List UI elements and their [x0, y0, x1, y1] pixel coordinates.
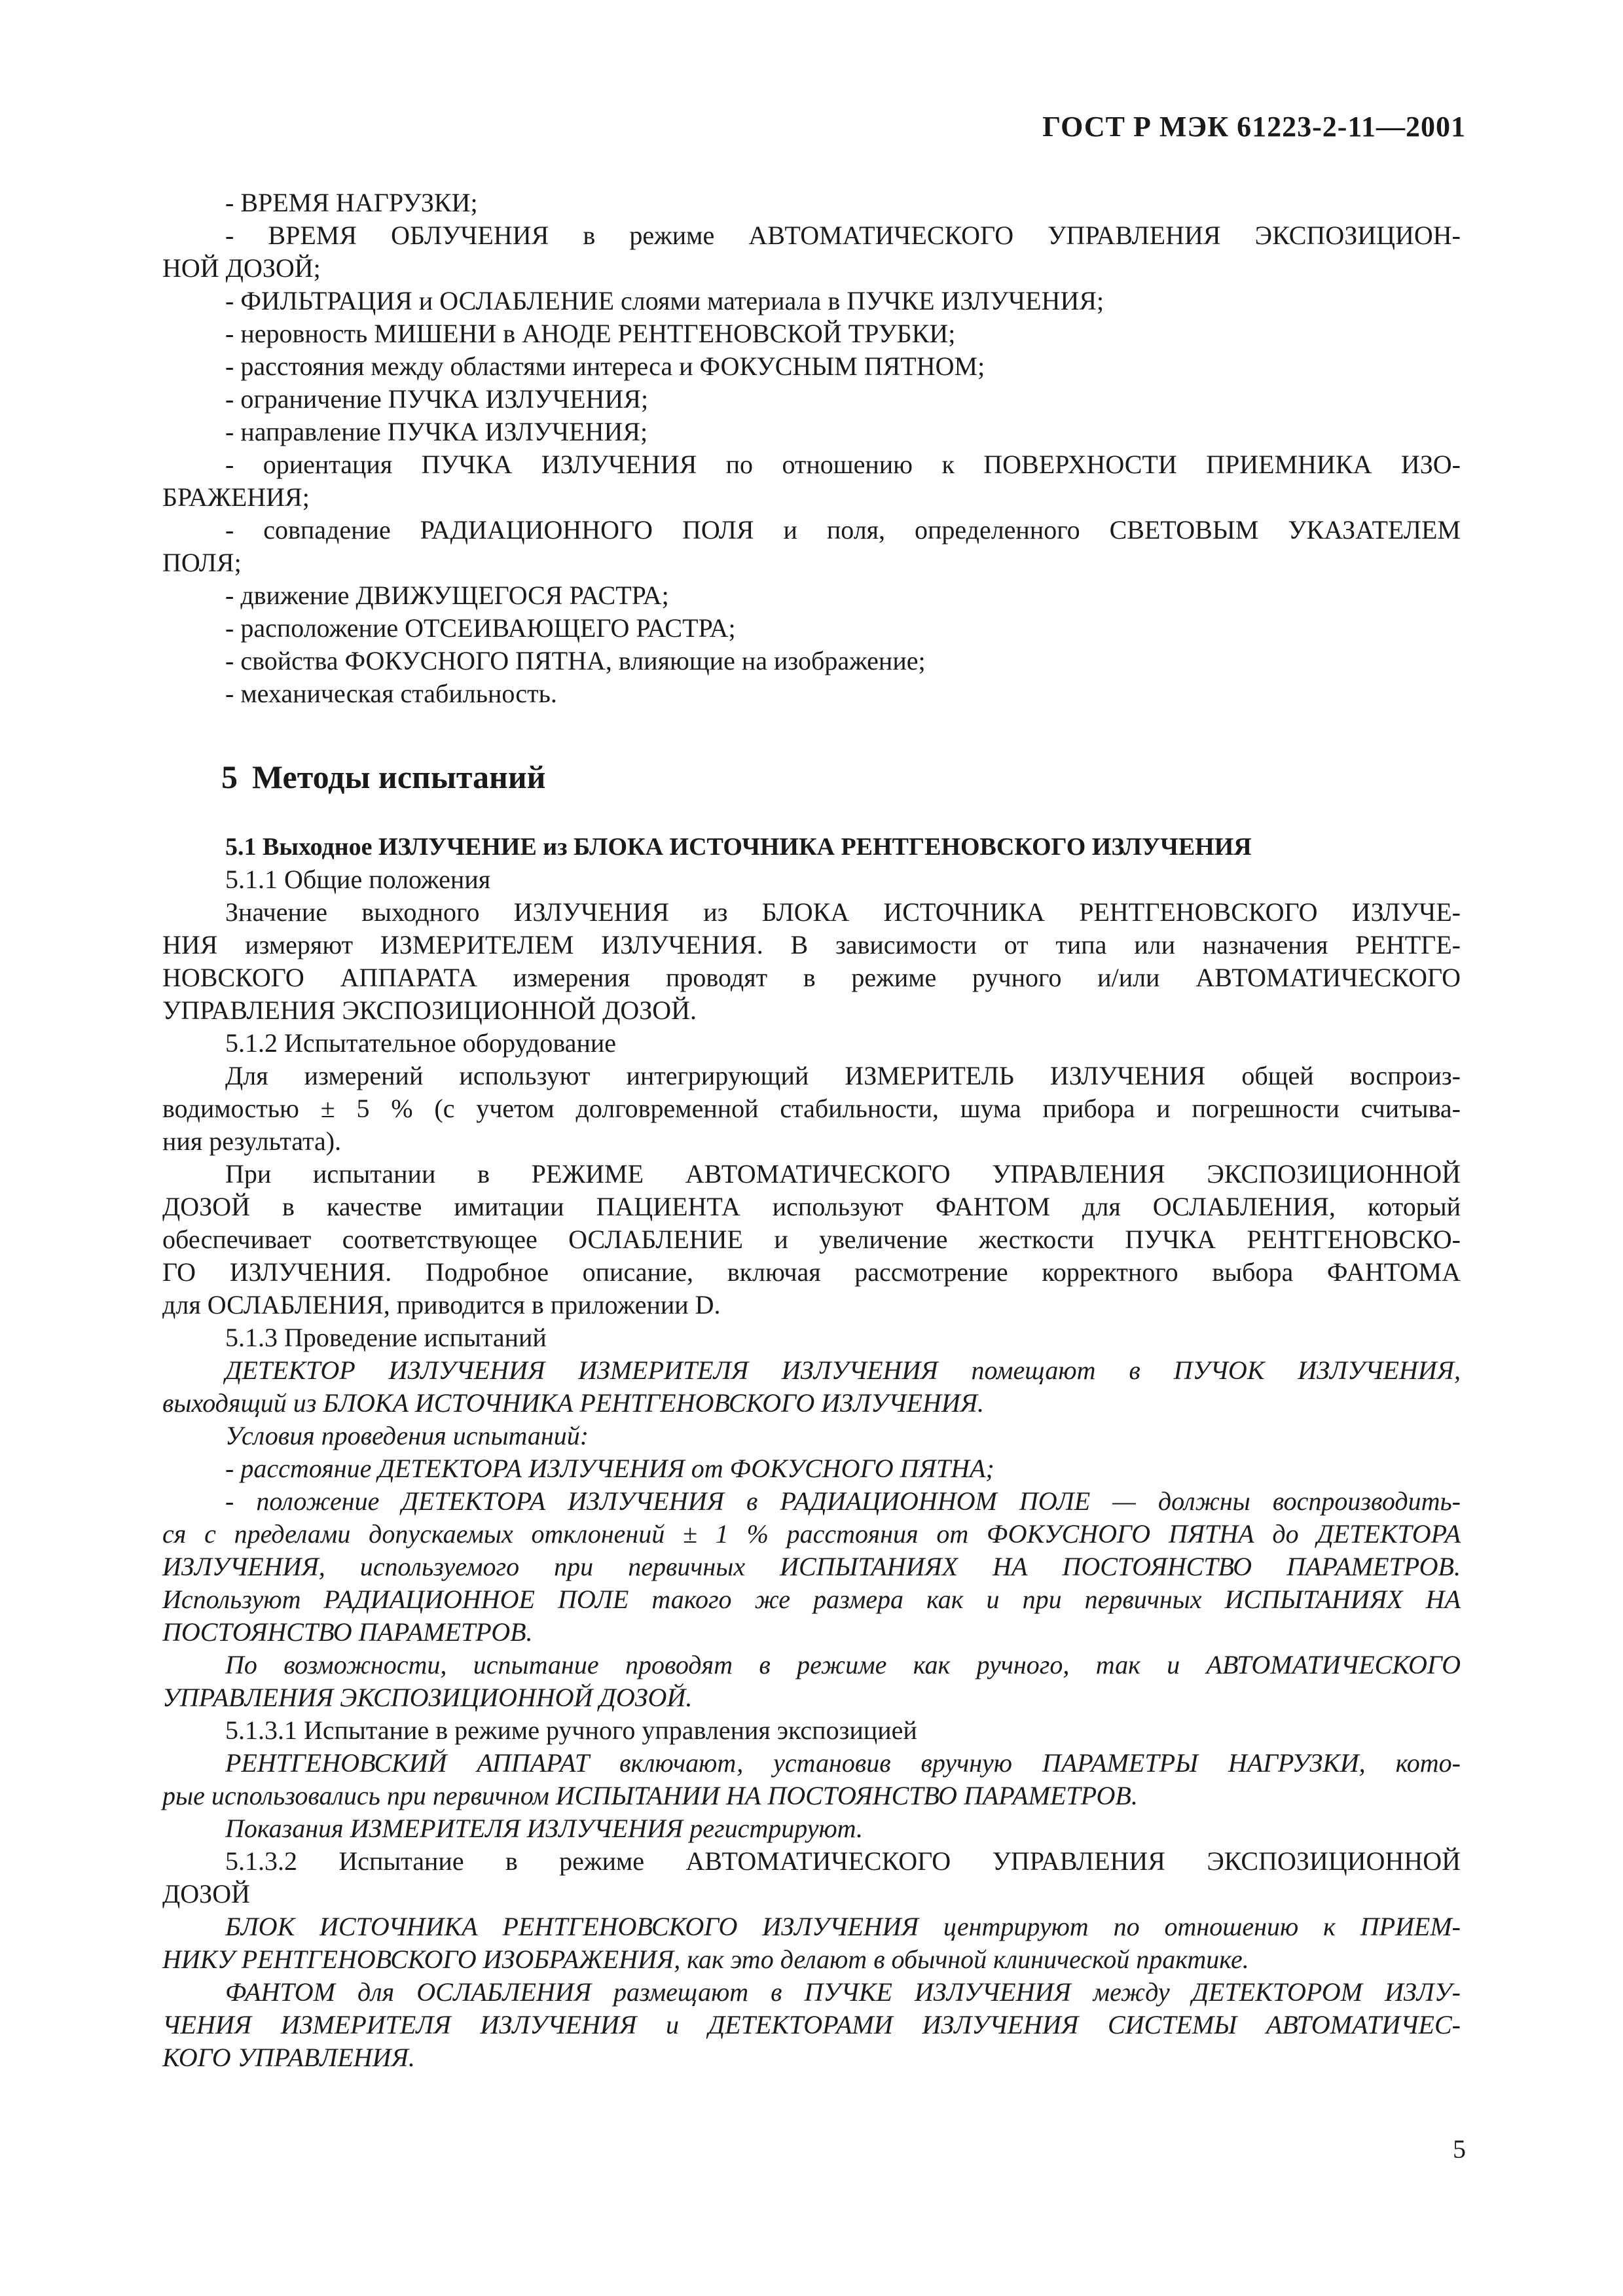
italic-paragraph	[162, 1649, 1461, 1714]
italic-paragraph	[162, 1485, 1461, 1649]
paragraph-line: НИЯ измеряют ИЗМЕРИТЕЛЕМ ИЗЛУЧЕНИЯ. В зависимости от типа или назначения РЕНТГЕ-	[162, 930, 1461, 960]
list-item-line: - неровность МИШЕНИ в АНОДЕ РЕНТГЕНОВСКОЙ ТРУБКИ;	[225, 319, 956, 348]
paragraph-line: 5.1.3 Проведение испытаний	[225, 1323, 547, 1352]
list-item-line: - движение ДВИЖУЩЕГОСЯ РАСТРА;	[225, 581, 669, 610]
paragraph-line: При испытании в РЕЖИМЕ АВТОМАТИЧЕСКОГО УПРАВЛЕНИЯ ЭКСПОЗИЦИОННОЙ	[225, 1159, 1461, 1189]
italic-paragraph	[162, 1354, 1461, 1420]
paragraph	[162, 1060, 1461, 1158]
subsection-heading: 5.1 Выходное ИЗЛУЧЕНИЕ из БЛОКА ИСТОЧНИКА РЕНТГЕНОВСКОГО ИЗЛУЧЕНИЯ	[225, 833, 1252, 861]
paragraph-line: ПОСТОЯНСТВО ПАРАМЕТРОВ.	[162, 1617, 533, 1647]
paragraph-line: УПРАВЛЕНИЯ ЭКСПОЗИЦИОННОЙ ДОЗОЙ.	[162, 996, 697, 1025]
document-id-header: ГОСТ Р МЭК 61223-2-11—2001	[1042, 111, 1466, 143]
paragraph-line: 5.1.2 Испытательное оборудование	[225, 1028, 617, 1058]
list-item	[162, 383, 1461, 416]
paragraph-line: Значение выходного ИЗЛУЧЕНИЯ из БЛОКА ИСТОЧНИКА РЕНТГЕНОВСКОГО ИЗЛУЧЕ-	[225, 897, 1461, 927]
paragraph-line: УПРАВЛЕНИЯ ЭКСПОЗИЦИОННОЙ ДОЗОЙ.	[162, 1683, 693, 1712]
list-item-line: - ВРЕМЯ ОБЛУЧЕНИЯ в режиме АВТОМАТИЧЕСКОГО УПРАВЛЕНИЯ ЭКСПОЗИЦИОН-	[225, 221, 1461, 250]
paragraph-line: ния результата).	[162, 1126, 342, 1156]
list-item	[162, 219, 1461, 285]
paragraph	[162, 896, 1461, 1027]
list-item-line: ПОЛЯ;	[162, 548, 242, 577]
list-item	[162, 350, 1461, 383]
italic-paragraph	[162, 1976, 1461, 2074]
paragraph-line: - положение ДЕТЕКТОРА ИЗЛУЧЕНИЯ в РАДИАЦИОННОМ ПОЛЕ — должны воспроизводить-	[225, 1486, 1461, 1516]
list-item-line: - направление ПУЧКА ИЗЛУЧЕНИЯ;	[225, 417, 648, 446]
paragraph-line: Используют РАДИАЦИОННОЕ ПОЛЕ такого же размера как и при первичных ИСПЫТАНИЯХ НА	[162, 1585, 1461, 1614]
paragraph-line: ФАНТОМ для ОСЛАБЛЕНИЯ размещают в ПУЧКЕ ИЗЛУЧЕНИЯ между ДЕТЕКТОРОМ ИЗЛУ-	[225, 1977, 1461, 2007]
list-item	[162, 187, 1461, 219]
list-item	[162, 677, 1461, 710]
paragraph-line: ДОЗОЙ	[162, 1879, 250, 1909]
paragraph-line: Условия проведения испытаний:	[225, 1421, 589, 1450]
paragraph-line: Показания ИЗМЕРИТЕЛЯ ИЗЛУЧЕНИЯ регистрируют.	[225, 1814, 864, 1843]
paragraph-line: РЕНТГЕНОВСКИЙ АППАРАТ включают, установив вручную ПАРАМЕТРЫ НАГРУЗКИ, кото-	[225, 1748, 1461, 1778]
list-item-line: - совпадение РАДИАЦИОННОГО ПОЛЯ и поля, определенного СВЕТОВЫМ УКАЗАТЕЛЕМ	[225, 515, 1461, 545]
paragraph	[162, 1321, 1461, 1354]
list-item-line: - расстояния между областями интереса и ФОКУСНЫМ ПЯТНОМ;	[225, 351, 985, 381]
list-item	[162, 612, 1461, 645]
paragraph-line: - расстояние ДЕТЕКТОРА ИЗЛУЧЕНИЯ от ФОКУСНОГО ПЯТНА;	[225, 1454, 994, 1483]
list-item-line: - ВРЕМЯ НАГРУЗКИ;	[225, 188, 478, 217]
paragraph-line: 5.1.3.2 Испытание в режиме АВТОМАТИЧЕСКОГО УПРАВЛЕНИЯ ЭКСПОЗИЦИОННОЙ	[225, 1846, 1461, 1876]
paragraph-line: обеспечивает соответствующее ОСЛАБЛЕНИЕ и увеличение жесткости ПУЧКА РЕНТГЕНОВСКО-	[162, 1225, 1461, 1254]
paragraph-line: выходящий из БЛОКА ИСТОЧНИКА РЕНТГЕНОВСКОГО ИЗЛУЧЕНИЯ.	[162, 1388, 985, 1418]
section-title: Методы испытаний	[252, 759, 546, 795]
list-item	[162, 416, 1461, 448]
requirements-list	[162, 187, 1461, 710]
list-item	[162, 448, 1461, 514]
paragraph-line: ДОЗОЙ в качестве имитации ПАЦИЕНТА используют ФАНТОМ для ОСЛАБЛЕНИЯ, который	[162, 1192, 1461, 1221]
list-item	[162, 645, 1461, 677]
paragraph-line: НИКУ РЕНТГЕНОВСКОГО ИЗОБРАЖЕНИЯ, как это делают в обычной клинической практике.	[162, 1945, 1249, 1974]
list-item	[162, 514, 1461, 579]
paragraph	[162, 1027, 1461, 1060]
list-item-line: - расположение ОТСЕИВАЮЩЕГО РАСТРА;	[225, 613, 736, 643]
paragraph-line: 5.1.3.1 Испытание в режиме ручного управления экспозицией	[225, 1715, 917, 1745]
paragraph-line: ИЗЛУЧЕНИЯ, используемого при первичных ИСПЫТАНИЯХ НА ПОСТОЯНСТВО ПАРАМЕТРОВ.	[162, 1552, 1461, 1581]
italic-paragraph	[162, 1812, 1461, 1845]
paragraph-line: ся с пределами допускаемых отклонений ± 1 % расстояния от ФОКУСНОГО ПЯТНА до ДЕТЕКТОРА	[162, 1519, 1461, 1549]
section-number: 5	[221, 759, 238, 795]
italic-paragraph	[162, 1420, 1461, 1452]
page-content	[162, 187, 1461, 2074]
paragraph	[162, 863, 1461, 896]
paragraph-line: КОГО УПРАВЛЕНИЯ.	[162, 2043, 415, 2072]
paragraph-line: для ОСЛАБЛЕНИЯ, приводится в приложении D.	[162, 1290, 721, 1319]
italic-paragraph	[162, 1452, 1461, 1485]
list-item-line: - ориентация ПУЧКА ИЗЛУЧЕНИЯ по отношению к ПОВЕРХНОСТИ ПРИЕМНИКА ИЗО-	[225, 450, 1461, 479]
paragraph-line: НОВСКОГО АППАРАТА измерения проводят в режиме ручного и/или АВТОМАТИЧЕСКОГО	[162, 963, 1461, 992]
list-item-line: - ФИЛЬТРАЦИЯ и ОСЛАБЛЕНИЕ слоями материала в ПУЧКЕ ИЗЛУЧЕНИЯ;	[225, 286, 1104, 315]
paragraph-line: ДЕТЕКТОР ИЗЛУЧЕНИЯ ИЗМЕРИТЕЛЯ ИЗЛУЧЕНИЯ помещают в ПУЧОК ИЗЛУЧЕНИЯ,	[225, 1355, 1461, 1385]
paragraph	[162, 1714, 1461, 1747]
list-item-line: БРАЖЕНИЯ;	[162, 482, 310, 512]
list-item-line: НОЙ ДОЗОЙ;	[162, 253, 321, 283]
paragraph-line: 5.1.1 Общие положения	[225, 865, 491, 894]
list-item-line: - ограничение ПУЧКА ИЗЛУЧЕНИЯ;	[225, 384, 649, 414]
paragraph-line: ГО ИЗЛУЧЕНИЯ. Подробное описание, включая рассмотрение корректного выбора ФАНТОМА	[162, 1257, 1461, 1287]
list-item	[162, 285, 1461, 317]
list-item	[162, 317, 1461, 350]
paragraph-line: водимостью ± 5 % (с учетом долговременной стабильности, шума прибора и погрешности считыва-	[162, 1094, 1461, 1123]
page-number: 5	[1453, 2134, 1466, 2164]
section-heading	[162, 757, 1461, 797]
paragraph	[162, 1845, 1461, 1910]
list-item	[162, 579, 1461, 612]
italic-paragraph	[162, 1747, 1461, 1812]
list-item-line: - свойства ФОКУСНОГО ПЯТНА, влияющие на изображение;	[225, 646, 926, 675]
list-item-line: - механическая стабильность.	[225, 679, 557, 708]
paragraph-line: ЧЕНИЯ ИЗМЕРИТЕЛЯ ИЗЛУЧЕНИЯ и ДЕТЕКТОРАМИ ИЗЛУЧЕНИЯ СИСТЕМЫ АВТОМАТИЧЕС-	[162, 2010, 1461, 2039]
italic-paragraph	[162, 1910, 1461, 1976]
paragraph	[162, 1158, 1461, 1321]
paragraph-line: БЛОК ИСТОЧНИКА РЕНТГЕНОВСКОГО ИЗЛУЧЕНИЯ центрируют по отношению к ПРИЕМ-	[225, 1912, 1461, 1941]
paragraph-line: Для измерений используют интегрирующий ИЗМЕРИТЕЛЬ ИЗЛУЧЕНИЯ общей воспроиз-	[225, 1061, 1461, 1090]
paragraph-line: рые использовались при первичном ИСПЫТАНИИ НА ПОСТОЯНСТВО ПАРАМЕТРОВ.	[162, 1781, 1138, 1810]
paragraph-line: По возможности, испытание проводят в режиме как ручного, так и АВТОМАТИЧЕСКОГО	[225, 1650, 1461, 1679]
section-body	[162, 863, 1461, 2074]
